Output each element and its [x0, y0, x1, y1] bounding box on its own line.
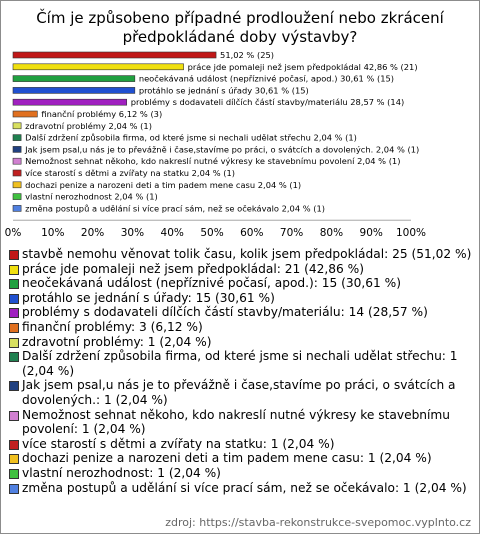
bar-label-2: neočekávaná událost (nepříznivé počasí, apod.) 30,61 % (15): [138, 73, 395, 84]
legend-swatch: [9, 469, 19, 479]
bar-5: [13, 111, 37, 117]
legend-swatch: [9, 323, 19, 333]
bar-label-6: zdravotní problémy 2,04 % (1): [25, 120, 152, 131]
bar-label-7: Další zdržení způsobila firma, od které jsme si nechali udělat střechu 2,04 % (1): [25, 132, 357, 143]
bar-label-9: Nemožnost sehnat někoho, kdo nakreslí nutné výkresy ke stavebnímu povolení 2,04 % (1): [25, 156, 401, 167]
legend-swatch: [9, 265, 19, 275]
bar-12: [13, 194, 21, 200]
legend-swatch: [9, 308, 19, 318]
legend-swatch: [9, 338, 19, 348]
x-tick-label: 40%: [160, 227, 184, 240]
bar-2: [13, 76, 135, 82]
source-note: zdroj: https://stavba-rekonstrukce-svepomoc.vyplnto.cz: [165, 516, 471, 529]
legend-item: [9, 276, 475, 291]
bar-label-0: 51,02 % (25): [220, 50, 275, 60]
legend-swatch: [9, 381, 19, 391]
x-tick-label: 60%: [240, 227, 264, 240]
legend-label: Další zdržení způsobila firma, od které jsme si nechali udělat střechu: 1 (2,04 %): [22, 349, 458, 378]
bar-label-10: více starostí s dětmi a zvířaty na statku 2,04 % (1): [25, 168, 236, 178]
bar-label-1: práce jde pomaleji než jsem předpokládal 42,86 % (21): [187, 61, 418, 72]
bar-3: [13, 87, 135, 93]
bar-chart: [1, 1, 479, 241]
bar-1: [13, 64, 184, 70]
bar-11: [13, 182, 21, 188]
bar-6: [13, 123, 21, 129]
legend-label: dochazi penize a narozeni deti a tim padem mene casu: 1 (2,04 %): [22, 451, 432, 466]
x-tick-label: 90%: [359, 227, 383, 240]
legend-item: [9, 349, 475, 378]
legend-label: práce jde pomaleji než jsem předpokládal: 21 (42,86 %): [22, 261, 364, 276]
legend-label: změna postupů a udělání si více prací sám, než se očekávalo: 1 (2,04 %): [22, 480, 467, 495]
legend-label: zdravotní problémy: 1 (2,04 %): [22, 334, 212, 349]
bar-7: [13, 135, 21, 141]
x-tick-label: 20%: [80, 227, 105, 240]
legend-label: problémy s dodavateli dílčích částí stavby/materiálu: 14 (28,57 %): [22, 305, 428, 320]
bar-label-8: Jak jsem psal,u nás je to převážně i čase,stavíme po práci, o svátcích a dovolených. 2,04 % (1): [25, 144, 420, 155]
legend-item: [9, 481, 475, 496]
x-tick-label: 0%: [4, 227, 22, 240]
legend-item: [9, 378, 475, 407]
legend-label: vlastní nerozhodnost: 1 (2,04 %): [22, 465, 221, 480]
bar-13: [13, 205, 21, 211]
bar-label-4: problémy s dodavateli dílčích částí stavby/materiálu 28,57 % (14): [130, 97, 405, 108]
x-tick-label: 50%: [200, 227, 224, 240]
legend-swatch: [9, 250, 19, 260]
legend-item: [9, 437, 475, 452]
bar-0: [13, 52, 216, 58]
legend-swatch: [9, 454, 19, 464]
bar-label-11: dochazi penize a narozeni deti a tim padem mene casu 2,04 % (1): [25, 179, 302, 190]
legend-label: stavbě nemohu věnovat tolik času, kolik jsem předpokládal: 25 (51,02 %): [22, 247, 472, 261]
legend-swatch: [9, 352, 19, 362]
bar-4: [13, 99, 127, 105]
legend-label: protáhlo se jednání s úřady: 15 (30,61 %): [22, 290, 275, 305]
bar-label-3: protáhlo se jednání s úřady 30,61 % (15): [138, 85, 309, 96]
legend-label: neočekávaná událost (nepříznivé počasí, apod.): 15 (30,61 %): [22, 276, 402, 291]
bar-label-12: vlastní nerozhodnost 2,04 % (1): [25, 191, 158, 202]
x-tick-label: 100%: [395, 227, 427, 240]
legend-item: [9, 305, 475, 320]
legend-item: [9, 466, 475, 481]
legend-swatch: [9, 279, 19, 289]
bar-8: [13, 146, 21, 152]
bar-label-13: změna postupů a udělání si více prací sám, než se očekávalo 2,04 % (1): [25, 203, 326, 214]
bar-label-5: finanční problémy 6,12 % (3): [41, 109, 163, 119]
legend-item: [9, 408, 475, 437]
legend-label: Nemožnost sehnat někoho, kdo nakreslí nutné výkresy ke stavebnímu povolení: 1 (2,04 %): [22, 407, 451, 437]
x-tick-label: 10%: [41, 227, 65, 240]
legend: [9, 247, 475, 495]
x-tick-label: 30%: [120, 227, 145, 240]
legend-swatch: [9, 484, 19, 494]
legend-label: Jak jsem psal,u nás je to převážně i čase,stavíme po práci, o svátcích a dovolených.: 1 (2,04 %): [22, 378, 456, 407]
bar-9: [13, 158, 21, 164]
x-tick-label: 80%: [319, 227, 344, 240]
legend-item: [9, 451, 475, 466]
legend-item: [9, 247, 475, 262]
legend-label: finanční problémy: 3 (6,12 %): [22, 319, 203, 334]
legend-item: [9, 335, 475, 350]
legend-item: [9, 262, 475, 277]
legend-label: více starostí s dětmi a zvířaty na statku: 1 (2,04 %): [22, 436, 335, 451]
legend-swatch: [9, 294, 19, 304]
legend-swatch: [9, 440, 19, 450]
legend-item: [9, 320, 475, 335]
chart-title: Čím je způsobeno případné prodloužení nebo zkrácení předpokládané doby výstavby?: [36, 9, 444, 46]
legend-swatch: [9, 411, 19, 421]
bar-10: [13, 170, 21, 176]
x-tick-label: 70%: [279, 227, 304, 240]
legend-item: [9, 291, 475, 306]
